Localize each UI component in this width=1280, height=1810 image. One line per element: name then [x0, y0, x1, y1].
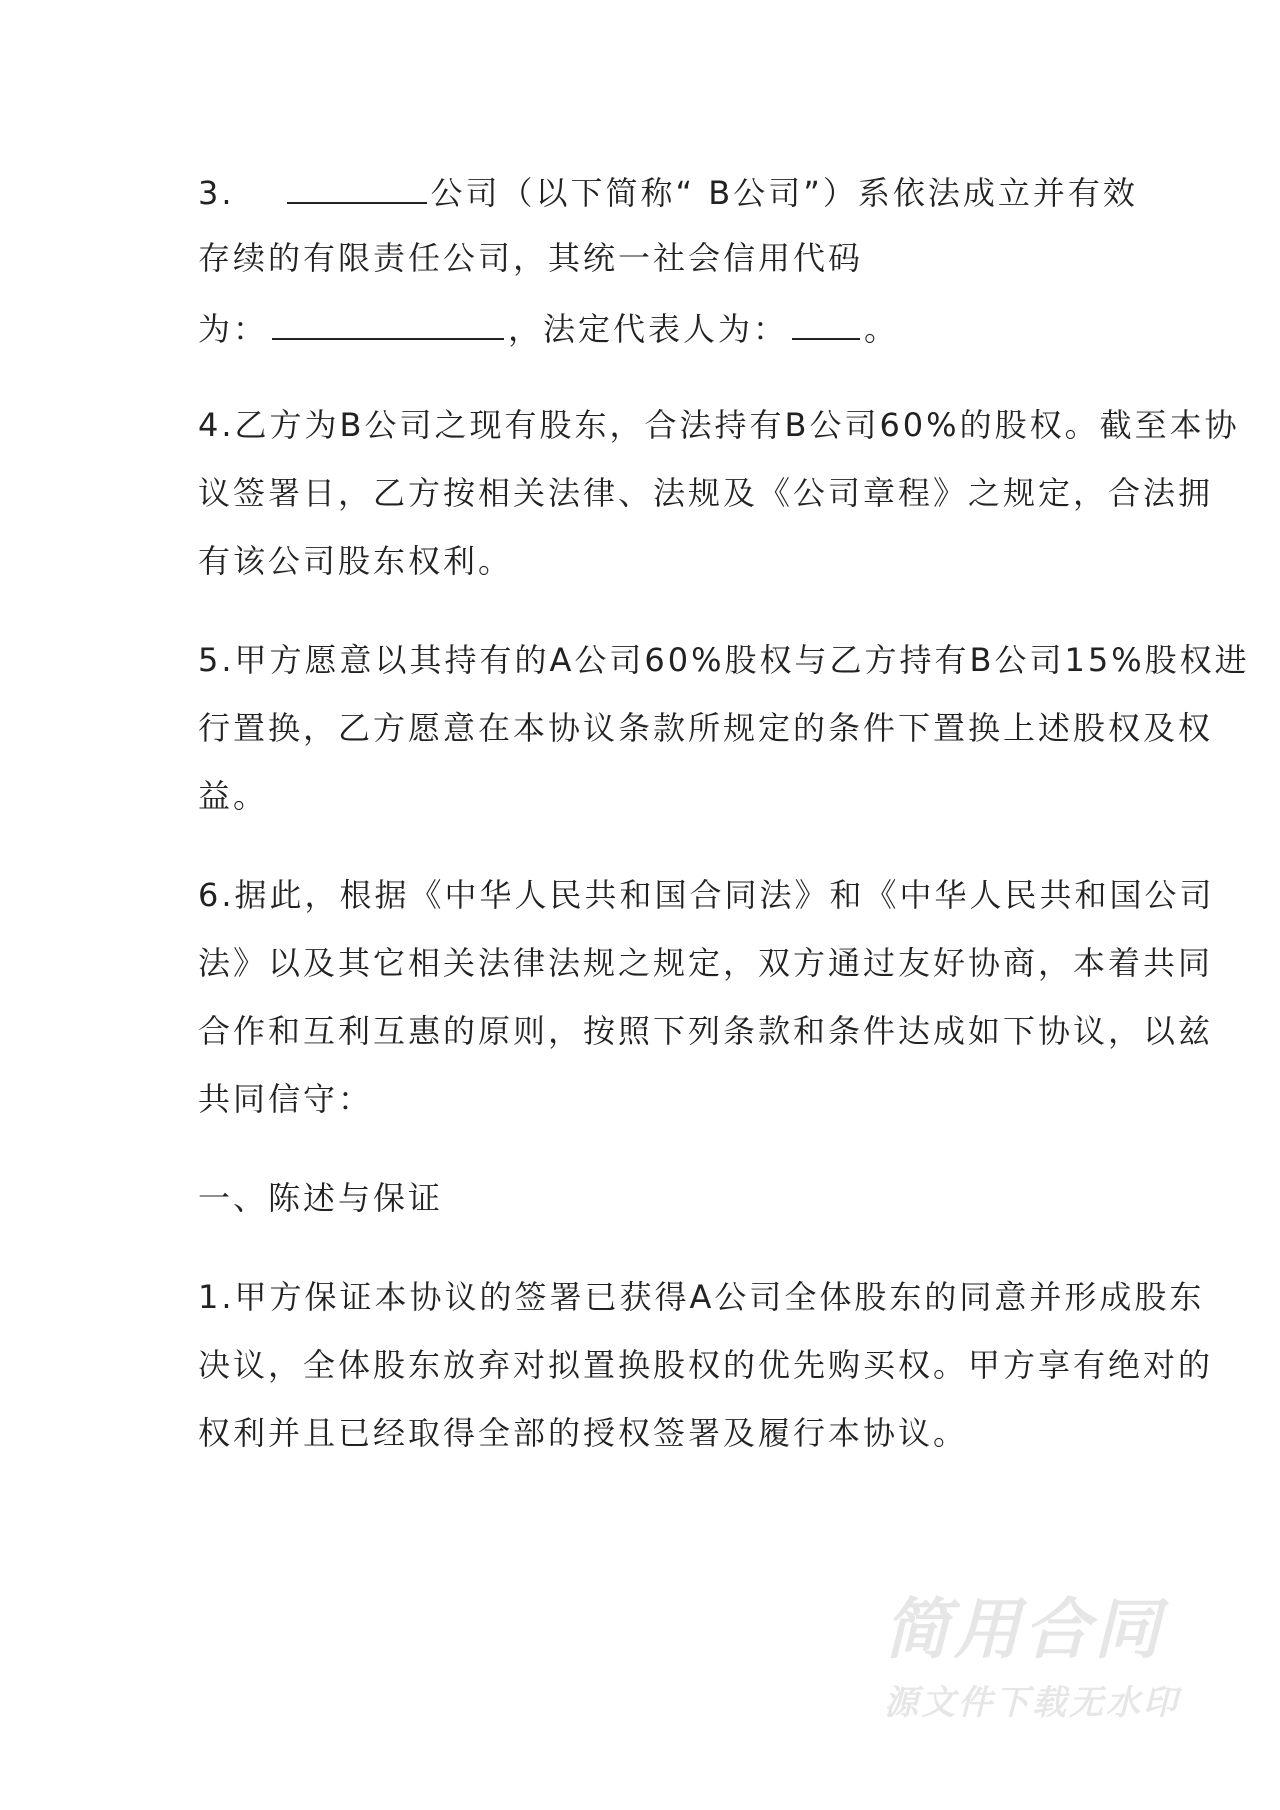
text-line: 合作和互利互惠的原则，按照下列条款和条件达成如下协议，以兹 — [198, 1012, 1214, 1050]
item-number: 3. — [198, 174, 235, 212]
watermark-subtitle: 源文件下载无水印 — [884, 1683, 1180, 1723]
clause-1 — [198, 1273, 1214, 1477]
text-segment: 为： — [198, 310, 269, 348]
text-line — [198, 166, 1138, 234]
text-line: 决议，全体股东放弃对拟置换股权的优先购买权。甲方享有绝对的 — [198, 1346, 1214, 1384]
text-line: 有该公司股东权利。 — [198, 542, 514, 580]
credit-code-blank[interactable] — [272, 302, 504, 340]
text-line: 益。 — [198, 777, 269, 815]
text-line: 1.甲方保证本协议的签署已获得A公司全体股东的同意并形成股东 — [198, 1278, 1205, 1316]
legal-representative-blank[interactable] — [792, 302, 860, 340]
company-name-blank[interactable] — [287, 166, 427, 204]
text-line — [198, 302, 1118, 370]
paragraph-3 — [198, 166, 1138, 370]
text-line: 行置换，乙方愿意在本协议条款所规定的条件下置换上述股权及权 — [198, 709, 1214, 747]
text-line: 5.甲方愿意以其持有的A公司60%股权与乙方持有B公司15%股权进 — [198, 641, 1250, 679]
text-line: 存续的有限责任公司，其统一社会信用代码 — [198, 239, 864, 277]
text-line: 4.乙方为B公司之现有股东，合法持有B公司60%的股权。截至本协 — [198, 406, 1240, 444]
text-line: 6.据此，根据《中华人民共和国合同法》和《中华人民共和国公司 — [198, 876, 1215, 914]
text-segment: 公司（以下简称“ B公司”）系依法成立并有效 — [430, 174, 1138, 212]
paragraph-6 — [198, 871, 1215, 1143]
paragraph-4 — [198, 401, 1240, 605]
section-heading — [198, 1174, 1118, 1242]
text-line: 共同信守： — [198, 1080, 374, 1118]
text-line: 权利并且已经取得全部的授权签署及履行本协议。 — [198, 1414, 969, 1452]
document-body — [198, 166, 1250, 1508]
text-segment: ，法定代表人为： — [508, 310, 789, 348]
watermark — [884, 1590, 1204, 1728]
text-line: 议签署日，乙方按相关法律、法规及《公司章程》之规定，合法拥 — [198, 474, 1214, 512]
heading-line: 一、陈述与保证 — [198, 1179, 444, 1217]
text-line: 法》以及其它相关法律法规之规定，双方通过友好协商，本着共同 — [198, 944, 1214, 982]
text-segment: 。 — [864, 310, 900, 348]
paragraph-5 — [198, 636, 1250, 840]
watermark-title: 简用合同 — [884, 1591, 1164, 1668]
